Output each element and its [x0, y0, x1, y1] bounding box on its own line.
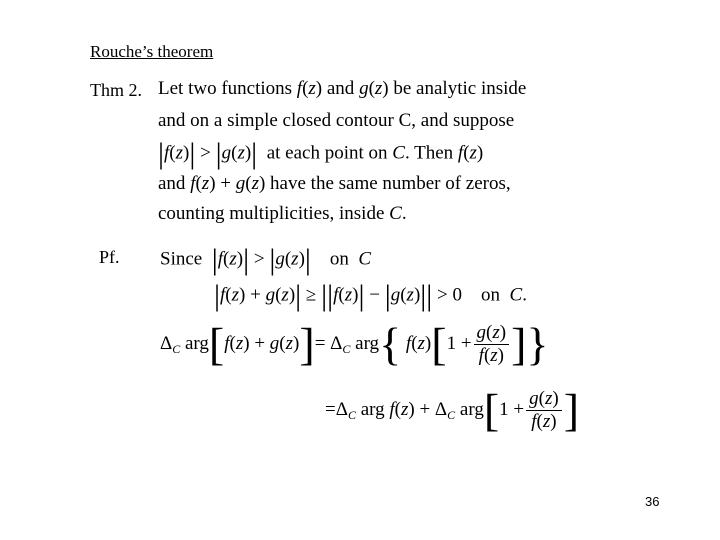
slide-title: Rouche’s theorem	[90, 42, 214, 61]
proof-equation-1: Since |f(z)| > |g(z)| on C	[160, 243, 372, 276]
page-number: 36	[645, 494, 660, 509]
proof-equation-3: $\Delta_C$ $arg[f(z) + g(z)]= \Delta_C$ arg{ f(z)[1 + $\frac{g(z)}{f(z)}$ ]}	[160, 318, 549, 370]
theorem-line-3: |f(z)| > |g(z)| at each point on C. Then f(z)	[158, 137, 484, 170]
theorem-line-4: and f(z) + g(z) have the same number of zeros,	[158, 173, 511, 194]
theorem-line-1: Let two functions f(z) and g(z) be analytic inside	[158, 78, 527, 99]
theorem-line-5: counting multiplicities, inside C.	[158, 203, 407, 224]
proof-equation-2: |f(z) + g(z)| ≥ ||f(z)| − |g(z)|| > 0 on C.	[214, 279, 527, 312]
theorem-line-2: and on a simple closed contour C, and suppose	[158, 110, 515, 131]
proof-label: Pf.	[99, 247, 120, 267]
theorem-label: Thm 2.	[90, 80, 142, 100]
proof-equation-4: $=\Delta_C$ arg $f(z) + \Delta_C$ arg[1 + $\frac{g(z)}{f(z)}$ ]	[325, 384, 580, 436]
